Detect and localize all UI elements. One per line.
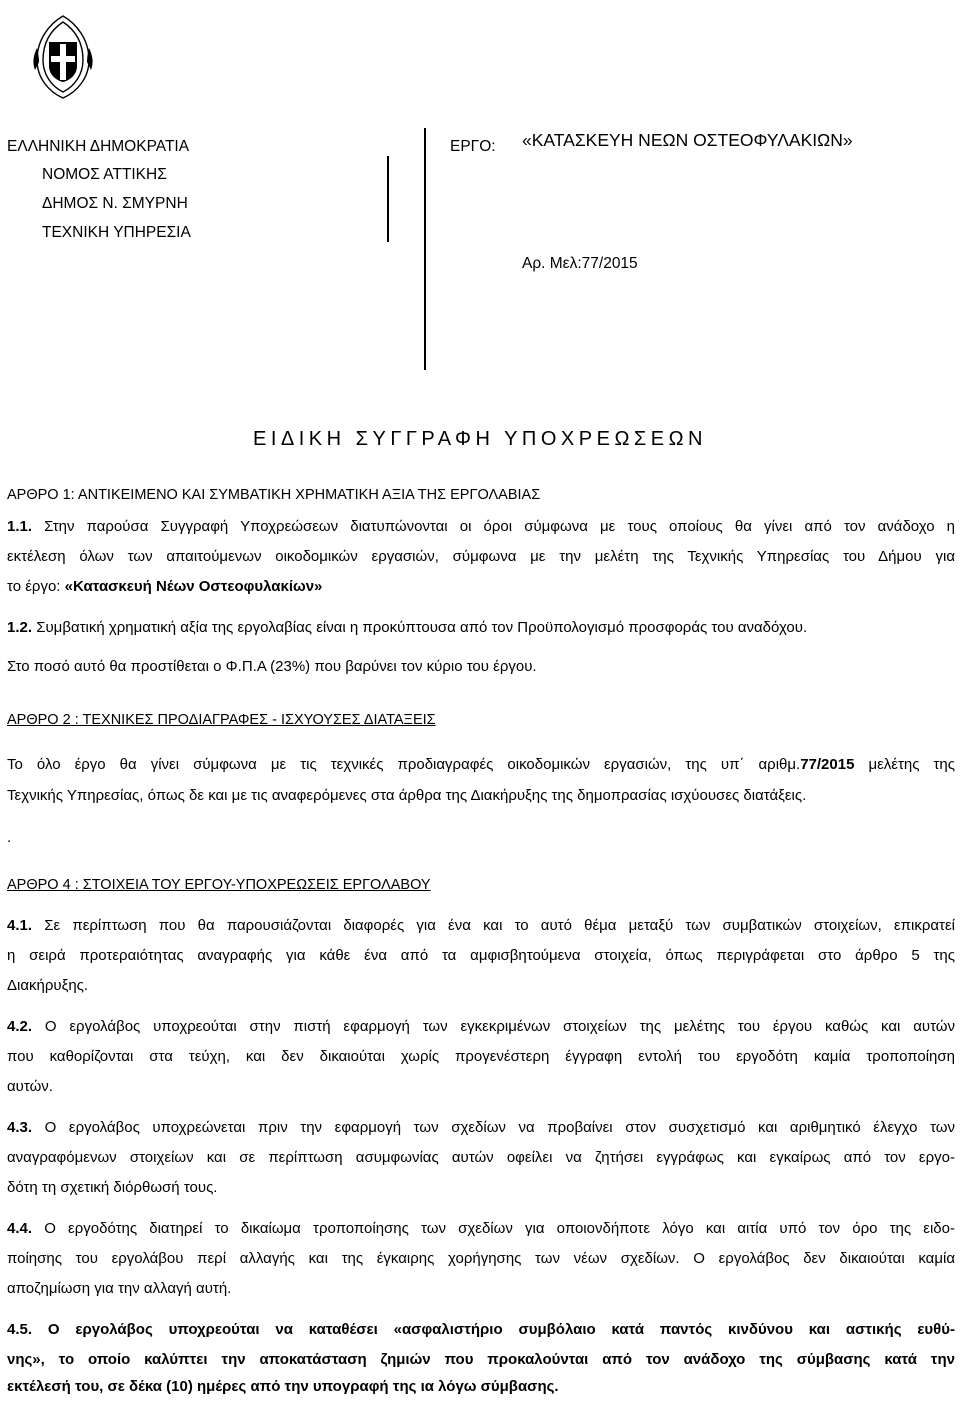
article-4-5-line-2: νης», το οποίο καλύπτει την αποκατάσταση ζημιών που προκαλούνται από τον ανάδοχο της σύμβασης κατά την — [7, 1351, 955, 1368]
article-4-1-line-3: Διακήρυξης. — [7, 977, 89, 994]
article-4-1-line-1: 4.1. Σε περίπτωση που θα παρουσιάζονται διαφορές για ένα και το αυτό θέμα μεταξύ των συμβατικών στοιχείων, επικρατεί — [7, 917, 956, 934]
article-2-line-2: Τεχνικής Υπηρεσίας, όπως δε και με τις αναφερόμενες στα άρθρα της Διακήρυξης της δημοπρασίας ισχύουσες διατάξεις. — [7, 787, 807, 804]
article-1-1-line-2: εκτέλεση όλων των απαιτούμενων οικοδομικών εργασιών, σύμφωνα με την μελέτη της Τεχνικής Υπηρεσίας του Δήμου για — [7, 548, 955, 565]
article-1-1-line-1: 1.1. Στην παρούσα Συγγραφή Υποχρεώσεων διατυπώνονται οι όροι σύμφωνα με τους οποίους θα γίνει από τον ανάδοχο η — [7, 518, 956, 535]
article-4-4-line-1: 4.4. Ο εργοδότης διατηρεί το δικαίωμα τροποποίησης των σχεδίων για οποιονδήποτε λόγο και αιτία υπό τον όρο της ειδο- — [7, 1220, 955, 1237]
document-title: ΕΙΔΙΚΗ ΣΥΓΓΡΑΦΗ ΥΠΟΧΡΕΩΣΕΩΝ — [252, 428, 707, 450]
article-4-2-line-1: 4.2. Ο εργολάβος υποχρεούται στην πιστή εφαρμογή των εγκεκριμένων στοιχείων της μελέτης του έργου καθώς και αυτών — [7, 1018, 955, 1035]
issuer-line-3: ΔΗΜΟΣ Ν. ΣΜΥΡΝΗ — [42, 195, 188, 212]
article-4-3-line-1: 4.3. Ο εργολάβος υποχρεώνεται πριν την εφαρμογή των σχεδίων να προβαίνει στον συσχετισμό και αριθμητικό έλεγχο των — [7, 1119, 955, 1136]
clause-number: 1.1. — [7, 518, 33, 535]
header-divider-long — [424, 128, 426, 370]
article-4-5-line-3: εκτέλεσή του, σε δέκα (10) ημέρες από την υπογραφή της ια λόγω σύμβασης. — [7, 1378, 559, 1395]
article-4-2-line-2: που καθορίζονται στα τεύχη, και δεν δικαιούται χωρίς προγενέστερη έγγραφη εντολή του εργοδότη καμία τροποποίηση — [7, 1048, 955, 1065]
article-4-4-line-2: ποίησης του εργολάβου περί αλλαγής και της έγκαιρης χορήγησης των νέων σχεδίων. Ο εργολάβος δεν δικαιούται καμία — [7, 1250, 955, 1267]
article-1-2: 1.2. Συμβατική χρηματική αξία της εργολαβίας είναι η προκύπτουσα από τον Προϋπολογισμό προσφοράς του αναδόχου. — [7, 619, 808, 636]
study-number: Αρ. Μελ:77/2015 — [522, 255, 638, 272]
issuer-line-1: ΕΛΛΗΝΙΚΗ ΔΗΜΟΚΡΑΤΙΑ — [7, 138, 190, 155]
project-title: «ΚΑΤΑΣΚΕΥΗ ΝΕΩΝ ΟΣΤΕΟΦΥΛΑΚΙΩΝ» — [522, 130, 853, 150]
article-4-5-line-1: 4.5. Ο εργολάβος υποχρεούται να καταθέσει «ασφαλιστήριο συμβόλαιο κατά παντός κινδύνου και αστικής ευθύ- — [7, 1321, 955, 1338]
article-4-4-line-3: αποζημίωση για την αλλαγή αυτή. — [7, 1280, 232, 1297]
clause-number: 1.2. — [7, 619, 33, 636]
issuer-line-2: ΝΟΜΟΣ ΑΤΤΙΚΗΣ — [42, 166, 167, 183]
greek-emblem — [27, 10, 99, 102]
project-name-bold: «Κατασκευή Νέων Οστεοφυλακίων» — [64, 578, 323, 595]
article-1-1-line-3: το έργο: «Κατασκευή Νέων Οστεοφυλακίων» — [7, 578, 323, 595]
stray-dot: . — [7, 829, 12, 846]
article-4-2-line-3: αυτών. — [7, 1078, 53, 1095]
header-divider-short — [387, 156, 389, 242]
article-2-heading: ΑΡΘΡΟ 2 : ΤΕΧΝΙΚΕΣ ΠΡΟΔΙΑΓΡΑΦΕΣ - ΙΣΧΥΟΥΣΕΣ ΔΙΑΤΑΞΕΙΣ — [7, 712, 436, 728]
project-label: ΕΡΓΟ: — [450, 138, 496, 155]
article-2-line-1: Το όλο έργο θα γίνει σύμφωνα με τις τεχνικές προδιαγραφές οικοδομικών εργασιών, της υπ΄ αριθμ.77/2015 μελέτης της — [7, 756, 955, 773]
article-1-3: Στο ποσό αυτό θα προστίθεται ο Φ.Π.Α (23%) που βαρύνει τον κύριο του έργου. — [7, 658, 537, 675]
article-1-heading: ΑΡΘΡΟ 1: ΑΝΤΙΚΕΙΜΕΝΟ ΚΑΙ ΣΥΜΒΑΤΙΚΗ ΧΡΗΜΑΤΙΚΗ ΑΞΙΑ ΤΗΣ ΕΡΓΟΛΑΒΙΑΣ — [7, 487, 541, 503]
article-4-1-line-2: η σειρά προτεραιότητας αναγραφής για κάθε ένα από τα αμφισβητούμενα στοιχεία, όπως περιγράφεται στο άρθρο 5 της — [7, 947, 955, 964]
article-4-heading: ΑΡΘΡΟ 4 : ΣΤΟΙΧΕΙΑ ΤΟΥ ΕΡΓΟΥ-ΥΠΟΧΡΕΩΣΕΙΣ ΕΡΓΟΛΑΒΟΥ — [7, 877, 431, 893]
article-4-3-line-2: αναγραφόμενων στοιχείων και σε περίπτωση ασυμφωνίας αυτών οφείλει να ζητήσει εγγράφως και εγκαίρως από τον εργο- — [7, 1149, 955, 1166]
article-4-3-line-3: δότη τη σχετική διόρθωσή τους. — [7, 1179, 218, 1196]
issuer-line-4: ΤΕΧΝΙΚΗ ΥΠΗΡΕΣΙΑ — [42, 224, 191, 241]
